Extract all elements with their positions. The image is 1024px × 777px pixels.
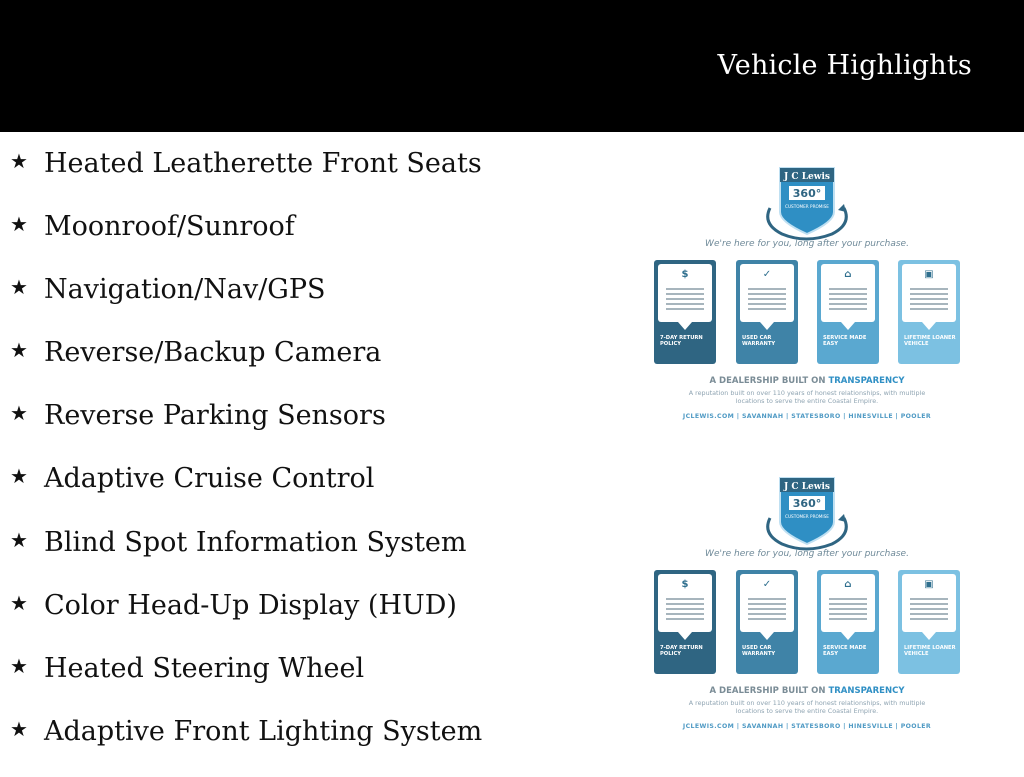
badge-subtitle: CUSTOMER PROMISE xyxy=(785,204,829,209)
star-icon: ★ xyxy=(10,464,28,489)
badge-subtitle: CUSTOMER PROMISE xyxy=(785,514,829,519)
dollar-icon: $ xyxy=(681,269,689,280)
garage-icon: ⌂ xyxy=(844,269,852,280)
customer-promise-graphic xyxy=(652,162,962,432)
heading-accent: TRANSPARENCY xyxy=(828,376,905,386)
feature-label: Reverse/Backup Camera xyxy=(44,337,382,369)
transparency-heading xyxy=(652,686,962,696)
garage-icon: ⌂ xyxy=(844,579,852,590)
feature-label: Moonroof/Sunroof xyxy=(44,211,295,243)
feature-label: Blind Spot Information System xyxy=(44,526,467,558)
tagline: We're here for you, long after your purchase. xyxy=(705,549,909,559)
feature-label: Reverse Parking Sensors xyxy=(44,400,386,432)
card-text-lines xyxy=(666,598,704,623)
card-title: USED CAR WARRANTY xyxy=(742,335,776,348)
card-text-lines xyxy=(829,598,867,623)
promise-card xyxy=(654,570,716,674)
card-title: 7-DAY RETURN POLICY xyxy=(660,335,703,348)
star-icon: ★ xyxy=(10,275,28,300)
card-title: LIFETIME LOANER VEHICLE xyxy=(904,335,956,348)
heading-prefix: A DEALERSHIP BUILT ON xyxy=(709,686,826,696)
location-links: JCLEWIS.COM | SAVANNAH | STATESBORO | HINESVILLE | POOLER xyxy=(682,413,932,420)
feature-label: Heated Steering Wheel xyxy=(44,652,365,684)
phone-icon: ▣ xyxy=(924,269,934,280)
star-icon: ★ xyxy=(10,212,28,237)
brand-label: J C Lewis xyxy=(784,482,830,492)
customer-promise-graphic xyxy=(652,472,962,742)
promise-card xyxy=(736,570,798,674)
promise-cards xyxy=(652,260,962,365)
card-title: LIFETIME LOANER VEHICLE xyxy=(904,645,956,658)
star-icon: ★ xyxy=(10,590,28,615)
promise-card xyxy=(736,260,798,364)
badge-number: 360° xyxy=(792,187,822,200)
card-text-lines xyxy=(666,288,704,313)
star-icon: ★ xyxy=(10,716,28,741)
star-icon: ★ xyxy=(10,149,28,173)
shield-check-icon: ✓ xyxy=(762,269,772,280)
heading-accent: TRANSPARENCY xyxy=(828,686,905,696)
feature-item xyxy=(10,651,482,714)
feature-list xyxy=(10,146,482,777)
feature-item xyxy=(10,272,482,335)
card-text-lines xyxy=(748,288,786,313)
dollar-icon: $ xyxy=(681,579,689,590)
heading-prefix: A DEALERSHIP BUILT ON xyxy=(709,376,826,386)
star-icon: ★ xyxy=(10,653,28,678)
transparency-heading xyxy=(652,376,962,386)
phone-icon: ▣ xyxy=(924,579,934,590)
page-title: Vehicle Highlights xyxy=(717,50,972,81)
star-icon: ★ xyxy=(10,338,28,363)
feature-item xyxy=(10,335,482,398)
tagline: We're here for you, long after your purchase. xyxy=(705,239,909,249)
star-icon: ★ xyxy=(10,401,28,426)
card-text-lines xyxy=(829,288,867,313)
location-links: JCLEWIS.COM | SAVANNAH | STATESBORO | HINESVILLE | POOLER xyxy=(682,723,932,730)
promise-card xyxy=(817,260,879,364)
feature-label: Adaptive Front Lighting System xyxy=(44,715,483,747)
feature-item xyxy=(10,209,482,272)
promise-cards xyxy=(652,570,962,675)
card-title: SERVICE MADE EASY xyxy=(823,335,867,348)
card-title: SERVICE MADE EASY xyxy=(823,645,867,658)
header-bar xyxy=(0,0,1024,132)
promise-card xyxy=(898,570,960,674)
feature-item xyxy=(10,525,482,588)
card-text-lines xyxy=(910,598,948,623)
card-text-lines xyxy=(910,288,948,313)
card-text-lines xyxy=(748,598,786,623)
card-title: USED CAR WARRANTY xyxy=(742,645,776,658)
promise-card xyxy=(898,260,960,364)
card-title: 7-DAY RETURN POLICY xyxy=(660,645,703,658)
star-icon: ★ xyxy=(10,527,28,552)
feature-item xyxy=(10,588,482,651)
shield-check-icon: ✓ xyxy=(762,579,772,590)
feature-label: Color Head-Up Display (HUD) xyxy=(44,589,457,621)
feature-label: Adaptive Cruise Control xyxy=(44,463,375,495)
brand-label: J C Lewis xyxy=(784,172,830,182)
promise-card xyxy=(817,570,879,674)
feature-label: Heated Leatherette Front Seats xyxy=(44,148,482,179)
reputation-text: A reputation built on over 110 years of honest relationships, with multiple locations to serve the entire Coastal Empire. xyxy=(688,699,926,715)
feature-item xyxy=(10,146,482,209)
feature-label: Navigation/Nav/GPS xyxy=(44,274,326,306)
promise-card xyxy=(654,260,716,364)
badge-number: 360° xyxy=(792,497,822,510)
feature-item xyxy=(10,714,482,777)
feature-item xyxy=(10,398,482,461)
reputation-text: A reputation built on over 110 years of honest relationships, with multiple locations to serve the entire Coastal Empire. xyxy=(688,389,926,405)
feature-item xyxy=(10,461,482,524)
